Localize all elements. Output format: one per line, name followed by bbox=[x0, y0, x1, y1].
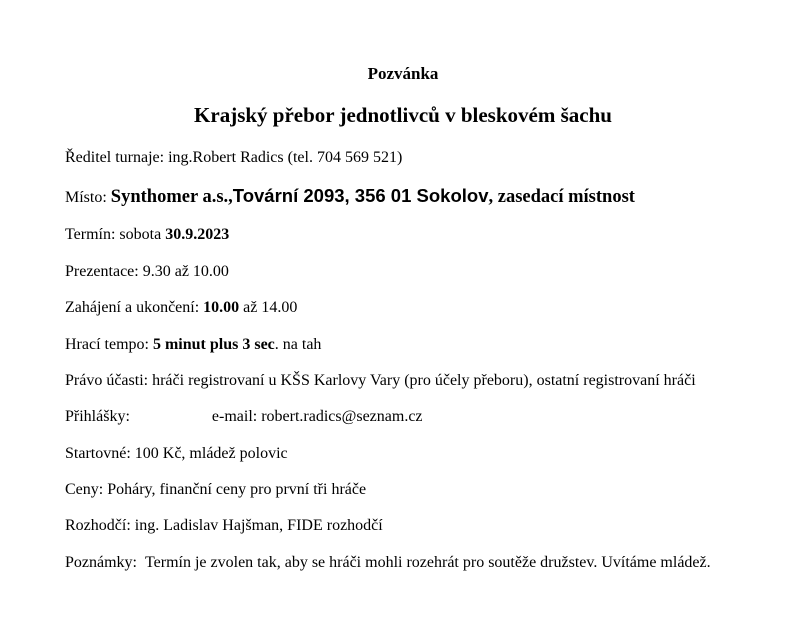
paragraph bbox=[65, 517, 741, 535]
document-subtitle: Pozvánka bbox=[367, 64, 439, 83]
text-segment: Hrací tempo: bbox=[65, 335, 153, 353]
text-segment: Startovné: 100 Kč, mládež polovic bbox=[65, 444, 288, 462]
paragraph bbox=[65, 185, 741, 208]
paragraph bbox=[65, 299, 741, 317]
paragraph bbox=[65, 372, 741, 390]
text-segment: 10.00 bbox=[203, 299, 240, 317]
paragraph bbox=[65, 226, 741, 244]
text-segment: Zahájení a ukončení: bbox=[65, 299, 204, 317]
text-segment: Ředitel turnaje: ing.Robert Radics (tel. 704 569 521) bbox=[65, 148, 403, 166]
paragraph bbox=[65, 336, 741, 354]
text-segment: Rozhodčí: ing. Ladislav Hajšman, FIDE rozhodčí bbox=[65, 517, 383, 535]
paragraph bbox=[65, 554, 741, 572]
document-body bbox=[65, 149, 741, 573]
text-segment: Právo účasti: hráči registrovaní u KŠS Karlovy Vary (pro účely přeboru), ostatní registrovaní hráči bbox=[65, 371, 696, 389]
text-segment: až 14.00 bbox=[239, 299, 298, 317]
text-segment: e-mail: robert.radics@seznam.cz bbox=[211, 408, 423, 426]
text-segment: Přihlášky: bbox=[65, 408, 130, 426]
text-segment: Místo: bbox=[65, 189, 111, 207]
paragraph bbox=[65, 481, 741, 499]
text-segment: . na tah bbox=[274, 335, 322, 353]
text-segment: Poznámky: Termín je zvolen tak, aby se hráči mohli rozehrát pro soutěže družstev. Uvítáme mládež. bbox=[65, 553, 711, 571]
text-segment: Termín: sobota bbox=[65, 226, 166, 244]
text-segment: Ceny: Poháry, finanční ceny pro první tři hráče bbox=[65, 481, 367, 499]
paragraph bbox=[65, 263, 741, 281]
text-segment: Tovární 2093, 356 01 Sokolov bbox=[232, 185, 489, 207]
text-segment: 30.9.2023 bbox=[165, 226, 230, 244]
text-segment: 5 minut plus 3 sec bbox=[152, 335, 275, 353]
paragraph bbox=[65, 149, 741, 167]
document-title: Krajský přebor jednotlivců v bleskovém šachu bbox=[194, 102, 612, 127]
paragraph bbox=[65, 408, 741, 426]
text-segment: , zasedací místnost bbox=[488, 187, 635, 208]
paragraph bbox=[65, 445, 741, 463]
text-segment: Synthomer a.s., bbox=[110, 187, 233, 208]
text-segment: Prezentace: 9.30 až 10.00 bbox=[65, 262, 229, 280]
